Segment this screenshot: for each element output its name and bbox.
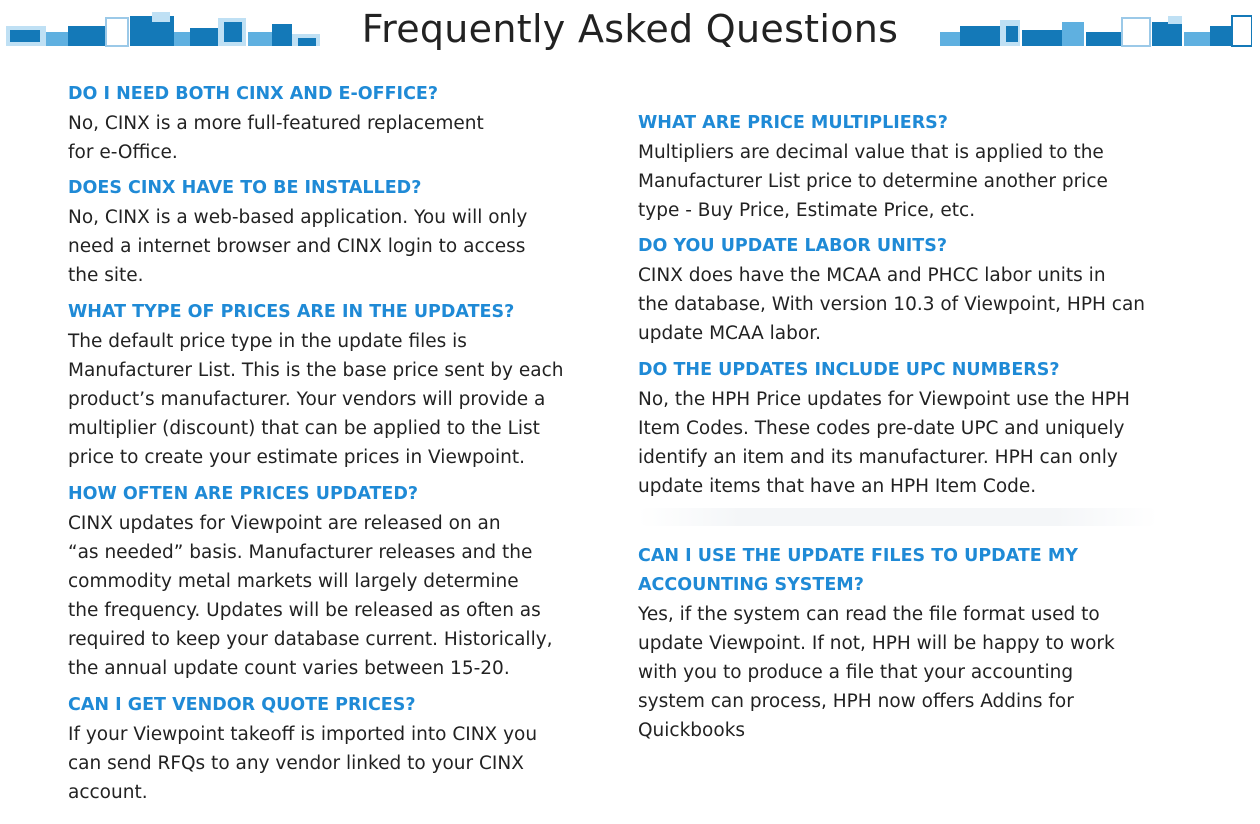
faq-question: DO I NEED BOTH CINX AND E-OFFICE? <box>68 84 439 104</box>
faq-item <box>638 356 1218 501</box>
faq-question: CAN I GET VENDOR QUOTE PRICES? <box>68 695 416 715</box>
faq-item <box>638 232 1218 348</box>
faq-answer: No, CINX is a more full-featured replacement for e-Office. <box>68 113 484 163</box>
faq-question: WHAT TYPE OF PRICES ARE IN THE UPDATES? <box>68 302 515 322</box>
page-title: Frequently Asked Questions <box>361 7 899 51</box>
faq-answer: CINX does have the MCAA and PHCC labor units in the database, With version 10.3 of Viewpoint, HPH can update MCAA labor. <box>638 265 1146 344</box>
faq-column-right <box>638 109 1218 745</box>
faq-answer: Yes, if the system can read the file format used to update Viewpoint. If not, HPH will be happy to work with you to produce a file that your accounting system can process, HPH now offers Addins for Quickbooks <box>638 604 1115 741</box>
section-divider <box>638 507 1218 528</box>
faq-answer: The default price type in the update files is Manufacturer List. This is the base price sent by each product’s manufacturer. Your vendors will provide a multiplier (discount) that can be applied to the List price to create your estimate prices in Viewpoint. <box>68 331 564 468</box>
faq-item <box>638 542 1218 745</box>
faq-answer: CINX updates for Viewpoint are released on an “as needed” basis. Manufacturer releases and the commodity metal markets will largely determine the frequency. Updates will be released as often as required to keep your database current. Historically, the annual update count varies between 15-20. <box>68 513 553 679</box>
faq-header <box>0 0 1260 58</box>
faq-question: DOES CINX HAVE TO BE INSTALLED? <box>68 178 422 198</box>
faq-question: WHAT ARE PRICE MULTIPLIERS? <box>638 113 948 133</box>
faq-answer: No, the HPH Price updates for Viewpoint use the HPH Item Codes. These codes pre-date UPC and uniquely identify an item and its manufacturer. HPH can only update items that have an HPH Item Code. <box>638 389 1130 497</box>
faq-item <box>638 109 1218 225</box>
faq-item <box>68 480 628 683</box>
header-decoration-left <box>6 12 320 48</box>
faq-column-left <box>68 80 628 807</box>
faq-question: DO YOU UPDATE LABOR UNITS? <box>638 236 947 256</box>
faq-item <box>68 174 628 290</box>
faq-item <box>68 80 628 167</box>
faq-answer: If your Viewpoint takeoff is imported into CINX you can send RFQs to any vendor linked to your CINX account. <box>68 724 538 803</box>
header-decoration-right <box>940 12 1252 48</box>
faq-item <box>68 691 628 807</box>
faq-answer: Multipliers are decimal value that is applied to the Manufacturer List price to determine another price type - Buy Price, Estimate Price, etc. <box>638 142 1108 221</box>
faq-question: HOW OFTEN ARE PRICES UPDATED? <box>68 484 419 504</box>
faq-question: CAN I USE THE UPDATE FILES TO UPDATE MY ACCOUNTING SYSTEM? <box>638 546 1078 595</box>
faq-question: DO THE UPDATES INCLUDE UPC NUMBERS? <box>638 360 1060 380</box>
faq-answer: No, CINX is a web-based application. You will only need a internet browser and CINX login to access the site. <box>68 207 528 286</box>
faq-item <box>68 298 628 472</box>
